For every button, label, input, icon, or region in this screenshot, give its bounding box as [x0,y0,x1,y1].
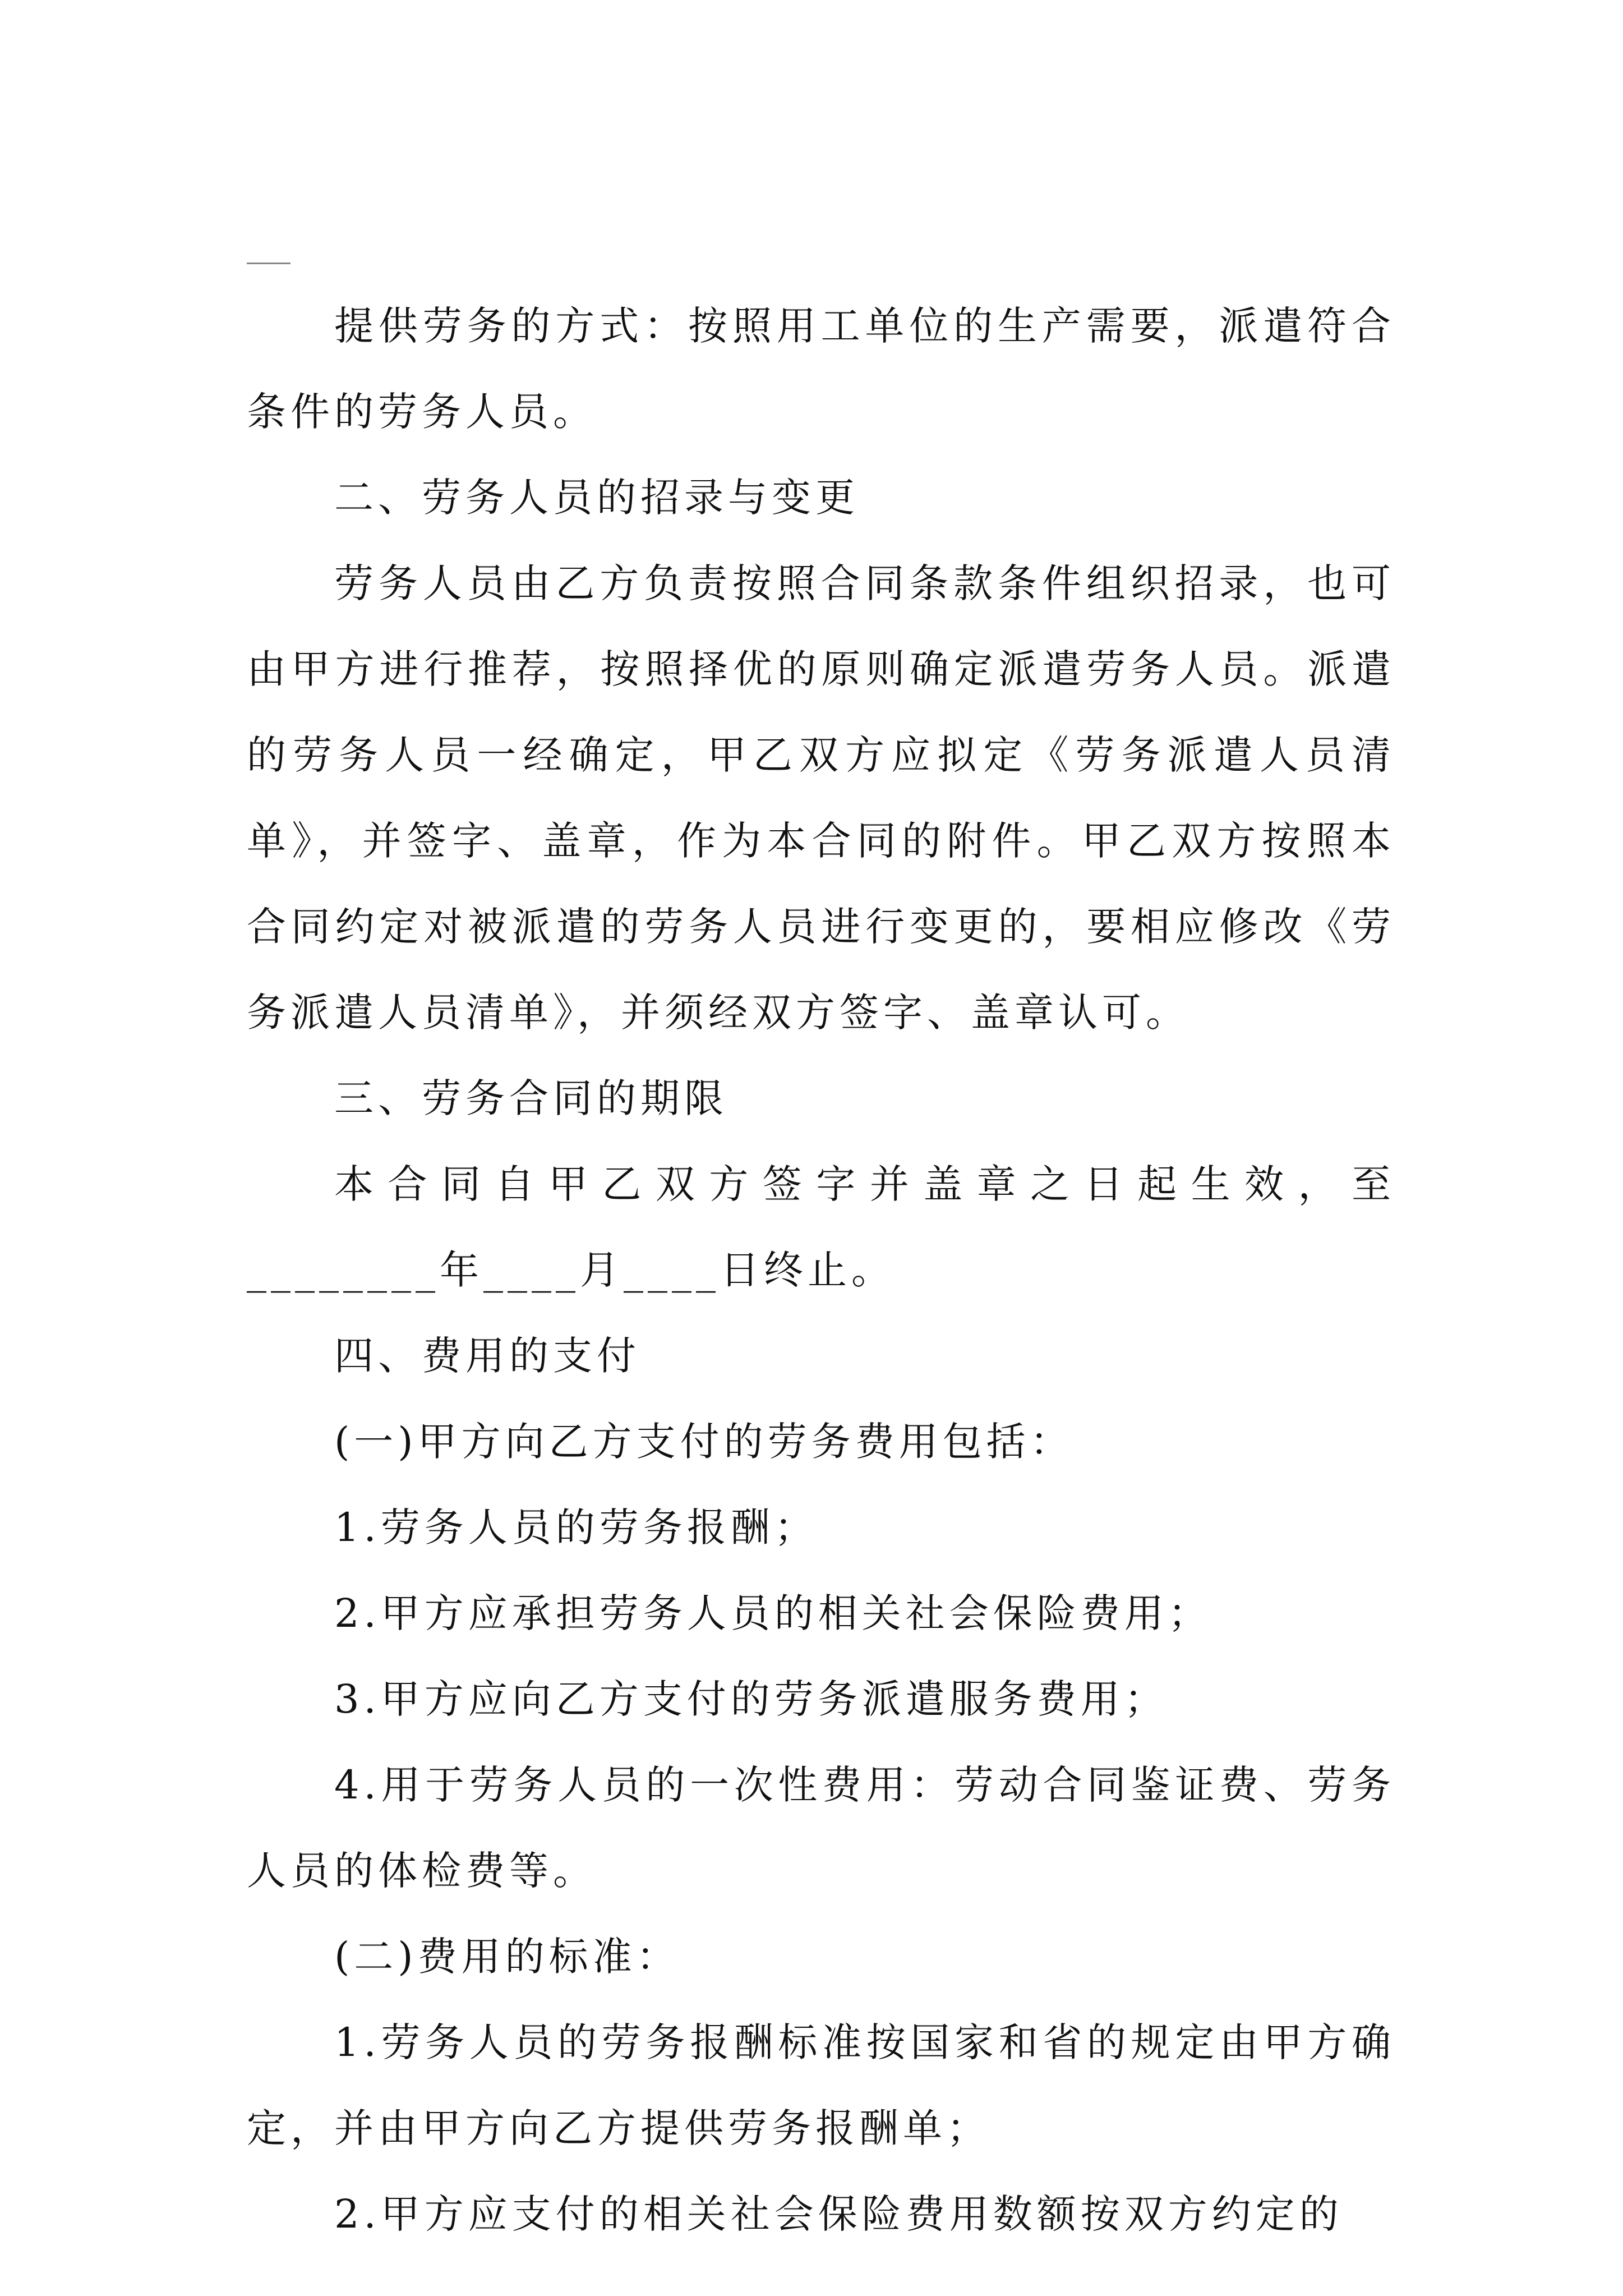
list-item-standard-1: 1.劳务人员的劳务报酬标准按国家和省的规定由甲方确定，并由甲方向乙方提供劳务报酬单； [247,2019,1395,2151]
section-heading-payment: 四、费用的支付 [334,1333,640,1379]
paragraph-service-method: 提供劳务的方式：按照用工单位的生产需要，派遣符合条件的劳务人员。 [247,303,1395,435]
document-body [247,283,1395,2257]
subheading-fee-items: (一)甲方向乙方支付的劳务费用包括： [334,1419,1074,1465]
section-heading-recruitment: 二、劳务人员的招录与变更 [334,475,859,521]
paragraph-term: 本合同自甲乙双方签字并盖章之日起生效，至________年____月____日终止。 [247,1161,1395,1293]
list-item-fee-3: 3.甲方应向乙方支付的劳务派遣服务费用； [334,1676,1168,1722]
list-item-fee-2: 2.甲方应承担劳务人员的相关社会保险费用； [334,1590,1212,1636]
paragraph-recruitment: 劳务人员由乙方负责按照合同条款条件组织招录，也可由甲方进行推荐，按照择优的原则确定派遣劳务人员。派遣的劳务人员一经确定，甲乙双方应拟定《劳务派遣人员清单》，并签字、盖章，作为本合同的附件。甲乙双方按照本合同约定对被派遣的劳务人员进行变更的，要相应修改《劳务派遣人员清单》，并须经双方签字、盖章认可。 [247,560,1395,1036]
list-item-standard-2: 2.甲方应支付的相关社会保险费用数额按双方约定的 [334,2191,1343,2237]
list-item-fee-1: 1.劳务人员的劳务报酬； [334,1504,818,1550]
section-heading-term: 三、劳务合同的期限 [334,1075,728,1121]
subheading-fee-standard: (二)费用的标准： [334,1934,680,1980]
list-item-fee-4: 4.用于劳务人员的一次性费用：劳动合同鉴证费、劳务人员的体检费等。 [247,1762,1395,1894]
header-rule [247,263,291,264]
